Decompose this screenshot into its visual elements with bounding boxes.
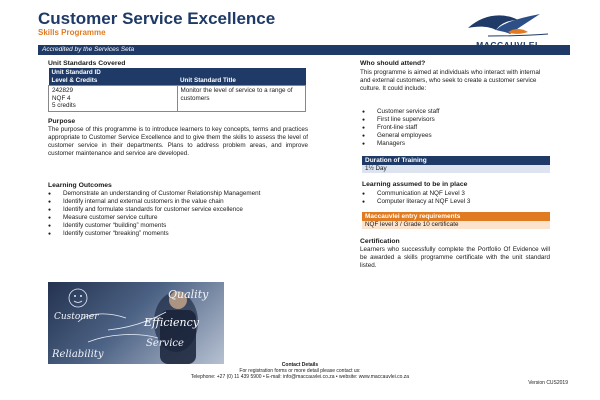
duration-value: 1½ Day [362,165,550,173]
page-title: Customer Service Excellence [38,9,276,28]
learning-outcomes-heading: Learning Outcomes [48,182,112,189]
table-header-row [49,68,306,86]
certification-heading: Certification [360,238,400,245]
unit-standards-heading: Unit Standards Covered [48,60,126,67]
list-item: ● Demonstrate an understanding of Customer Relationship Management [48,190,310,198]
learning-outcomes-list [48,190,310,238]
list-item: ● Managers [362,140,552,148]
contact-heading: Contact Details [281,362,319,368]
list-item: ● General employees [362,132,552,140]
who-should-attend-heading: Who should attend? [360,60,426,67]
contact-line-1: For registration forms or more detail please contact us: [239,368,361,374]
list-item: ● Identify customer “building” moments [48,222,310,230]
accreditation-text: Accredited by the Services Seta [42,46,135,53]
accreditation-banner [38,45,570,55]
assumed-learning-heading: Learning assumed to be in place [362,181,468,188]
col-header-id: Unit Standard ID [51,69,101,76]
purpose-text: The purpose of this programme is to introduce learners to key concepts, terms and practices appropriate to Customer Service Excellence and to give them the skills to assess the level of customer service in their departments. Plans to address problem areas, and improve customer maintenance and service are developed. [48,126,308,157]
unit-standards-table [48,68,306,112]
unit-id: 242829 [52,87,74,94]
duration-heading: Duration of Training [362,156,550,165]
list-item: ● Computer literacy at NQF Level 3 [362,198,552,206]
page-subtitle: Skills Programme [38,28,106,37]
attendee-list [362,108,552,148]
col-header-title: Unit Standard Title [177,68,306,86]
list-item: ● Identify internal and external customers in the value chain [48,198,310,206]
photo-word-efficiency: Efficiency [144,316,199,329]
assumed-learning-list [362,190,552,206]
contact-line-2: Telephone: +27 (0) 11 439 5900 • E-mail: info@maccauvlei.co.za • website: www.maccauvlei.co.za [190,374,410,380]
col-header-level: Level & Credits [51,76,98,84]
list-item: ● First line supervisors [362,116,552,124]
table-row [49,86,306,112]
who-should-attend-intro: This programme is aimed at individuals who interact with internal and external customers, who seek to create a customer service culture. It could include: [360,69,541,92]
list-item: ● Identify and formulate standards for customer service excellence [48,206,310,214]
customer-service-concept-photo [48,282,224,364]
table-header-cell [49,68,178,86]
list-item: ● Front-line staff [362,124,552,132]
photo-word-service: Service [146,338,184,349]
unit-nqf: NQF 4 [52,94,71,102]
entry-requirements-heading: Maccauvlei entry requirements [362,212,550,221]
contact-footer [0,362,600,380]
list-item: ● Identify customer “breaking” moments [48,230,310,238]
list-item: ● Customer service staff [362,108,552,116]
list-item: ● Measure customer service culture [48,214,310,222]
photo-word-quality: Quality [168,288,209,301]
photo-word-customer: Customer [54,312,99,322]
unit-credits: 5 credits [52,102,76,109]
photo-word-reliability: Reliability [52,349,104,360]
list-item: ● Communication at NQF Level 3 [362,190,552,198]
version-label: Version CUS2019 [528,380,568,386]
unit-title: Monitor the level of service to a range of customers [177,86,306,112]
certification-text: Learners who successfully complete the Portfolio Of Evidence will be awarded a skills programme certificate with the unit standard listed. [360,246,550,269]
entry-requirements-value: NQF level 3 / Grade 10 certificate [362,221,550,229]
purpose-heading: Purpose [48,118,76,125]
table-cell-id [49,86,178,112]
